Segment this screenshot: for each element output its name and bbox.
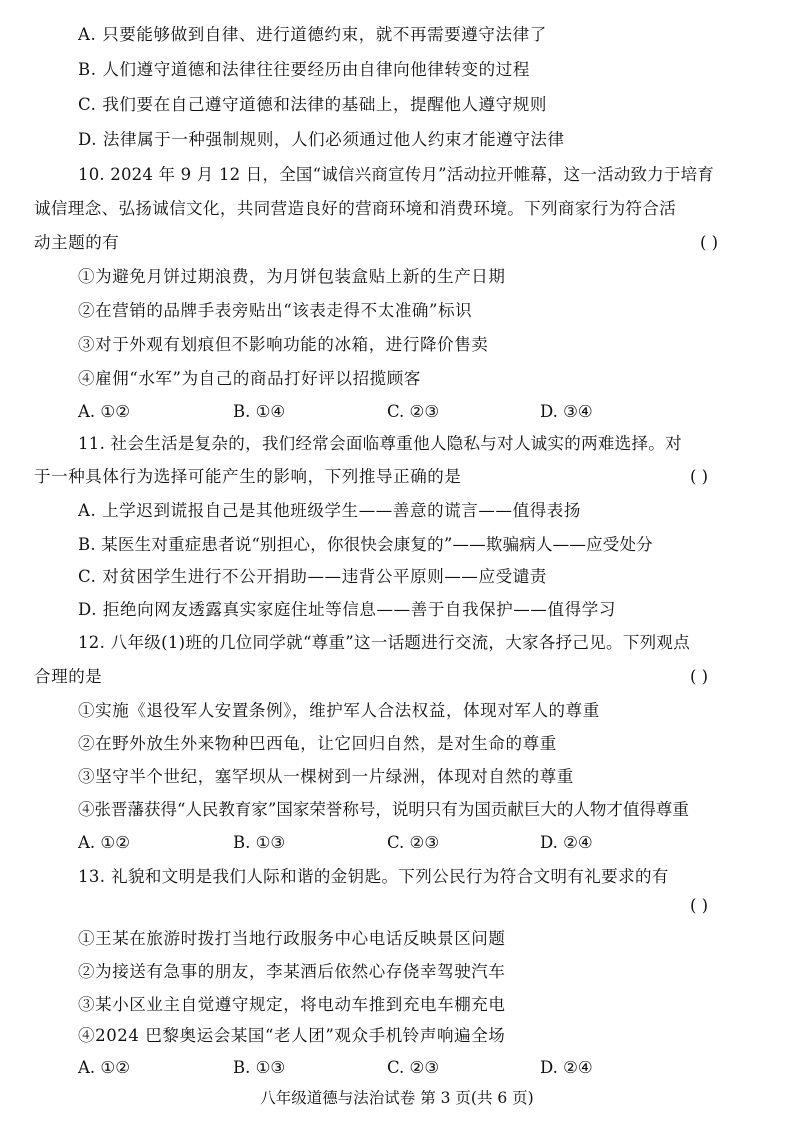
q13-answer-blank: ( ) (690, 896, 709, 915)
q12-stem-line2: 合理的是 (34, 667, 103, 686)
q12-stem-line1: 12. 八年级(1)班的几位同学就“尊重”这一话题进行交流，大家各抒己见。下列观点 (78, 633, 691, 652)
q11-answer-blank: ( ) (690, 467, 709, 486)
q10-item-4: ④雇佣“水军”为自己的商品打好评以招揽顾客 (78, 369, 421, 388)
q10-choice-b: B. ①④ (233, 402, 286, 421)
q9-option-a: A. 只要能够做到自律、进行道德约束，就不再需要遵守法律了 (78, 25, 547, 44)
q10-choice-a: A. ①② (78, 402, 130, 421)
q13-item-4: ④2024 巴黎奥运会某国“老人团”观众手机铃声响遍全场 (78, 1026, 506, 1045)
q11-option-a: A. 上学迟到谎报自己是其他班级学生——善意的谎言——值得表扬 (78, 501, 582, 520)
q10-choice-d: D. ③④ (540, 402, 593, 421)
q10-stem-line2: 诚信理念、弘扬诚信文化，共同营造良好的营商环境和消费环境。下列商家行为符合活 (34, 199, 677, 218)
q9-option-d: D. 法律属于一种强制规则，人们必须通过他人约束才能遵守法律 (78, 130, 565, 149)
q13-stem-line1: 13. 礼貌和文明是我们人际和谐的金钥匙。下列公民行为符合文明有礼要求的有 (78, 867, 669, 886)
q12-choice-d: D. ②④ (540, 833, 593, 852)
q13-choice-a: A. ①② (78, 1058, 130, 1077)
q10-choice-c: C. ②③ (387, 402, 440, 421)
page-footer: 八年级道德与法治试卷 第 3 页(共 6 页) (260, 1089, 534, 1107)
q9-option-b: B. 人们遵守道德和法律往往要经历由自律向他律转变的过程 (78, 60, 530, 79)
q12-item-2: ②在野外放生外来物种巴西龟，让它回归自然，是对生命的尊重 (78, 734, 557, 753)
q10-stem-line3: 动主题的有 (34, 233, 120, 252)
q12-answer-blank: ( ) (690, 667, 709, 686)
q12-item-4: ④张晋藩获得“人民教育家”国家荣誉称号，说明只有为国贡献巨大的人物才值得尊重 (78, 800, 689, 819)
q13-item-1: ①王某在旅游时拨打当地行政服务中心电话反映景区问题 (78, 929, 506, 948)
q10-item-2: ②在营销的品牌手表旁贴出“该表走得不太准确”标识 (78, 301, 473, 320)
q10-item-1: ①为避免月饼过期浪费，为月饼包装盒贴上新的生产日期 (78, 267, 506, 286)
q13-item-2: ②为接送有急事的朋友，李某酒后依然心存侥幸驾驶汽车 (78, 962, 506, 981)
q13-choice-c: C. ②③ (387, 1058, 440, 1077)
q11-option-c: C. 对贫困学生进行不公开捐助——违背公平原则——应受谴责 (78, 567, 547, 586)
q11-option-b: B. 某医生对重症患者说“别担心，你很快会康复的”——欺骗病人——应受处分 (78, 535, 653, 554)
q12-item-1: ①实施《退役军人安置条例》，维护军人合法权益，体现对军人的尊重 (78, 701, 600, 720)
q10-item-3: ③对于外观有划痕但不影响功能的冰箱，进行降价售卖 (78, 335, 489, 354)
q13-choice-b: B. ①③ (233, 1058, 286, 1077)
q13-choice-d: D. ②④ (540, 1058, 593, 1077)
q12-choice-b: B. ①③ (233, 833, 286, 852)
q10-answer-blank: ( ) (700, 233, 719, 252)
q12-choice-a: A. ①② (78, 833, 130, 852)
q12-item-3: ③坚守半个世纪，塞罕坝从一棵树到一片绿洲，体现对自然的尊重 (78, 767, 574, 786)
q13-item-3: ③某小区业主自觉遵守规定，将电动车推到充电车棚充电 (78, 995, 506, 1014)
q11-option-d: D. 拒绝向网友透露真实家庭住址等信息——善于自我保护——值得学习 (78, 600, 616, 619)
q11-stem-line2: 于一种具体行为选择可能产生的影响，下列推导正确的是 (34, 467, 462, 486)
q10-stem-line1: 10. 2024 年 9 月 12 日，全国“诚信兴商宣传月”活动拉开帷幕，这一活动致力于培育 (78, 165, 714, 184)
q12-choice-c: C. ②③ (387, 833, 440, 852)
q9-option-c: C. 我们要在自己遵守道德和法律的基础上，提醒他人遵守规则 (78, 95, 547, 114)
q11-stem-line1: 11. 社会生活是复杂的，我们经常会面临尊重他人隐私与对人诚实的两难选择。对 (78, 434, 682, 453)
